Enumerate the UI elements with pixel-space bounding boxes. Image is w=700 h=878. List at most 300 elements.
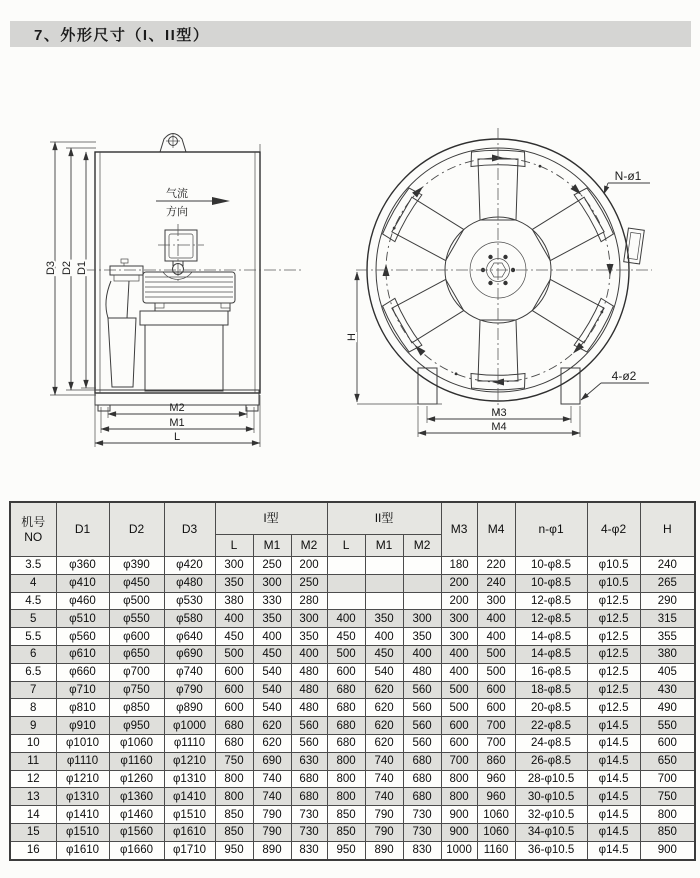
table-cell: 740 <box>365 788 403 806</box>
table-cell: 680 <box>327 734 365 752</box>
table-cell: φ510 <box>56 610 109 628</box>
table-cell: 500 <box>327 645 365 663</box>
table-cell: 900 <box>441 823 477 841</box>
table-cell: 540 <box>253 699 291 717</box>
table-cell: 36-φ10.5 <box>515 841 587 859</box>
row-no-cell: 15 <box>10 823 56 841</box>
table-cell: 500 <box>441 681 477 699</box>
table-cell: 30-φ10.5 <box>515 788 587 806</box>
table-cell: 480 <box>291 699 327 717</box>
table-row <box>10 823 695 841</box>
table-cell: φ1000 <box>164 717 215 735</box>
table-cell: φ14.5 <box>587 717 640 735</box>
header-type1-m2: M2 <box>291 535 327 557</box>
table-cell: 400 <box>477 610 515 628</box>
table-cell: φ14.5 <box>587 788 640 806</box>
motor <box>140 264 235 392</box>
header-type1-l: L <box>215 535 253 557</box>
table-cell: 400 <box>441 645 477 663</box>
table-cell: φ14.5 <box>587 752 640 770</box>
table-cell: 400 <box>327 610 365 628</box>
table-cell: 480 <box>291 663 327 681</box>
table-cell: 350 <box>365 610 403 628</box>
table-cell: φ14.5 <box>587 823 640 841</box>
table-row <box>10 592 695 610</box>
table-cell: 350 <box>291 628 327 646</box>
junction-box <box>158 224 204 284</box>
dimension-h <box>346 272 442 404</box>
row-no-cell: 13 <box>10 788 56 806</box>
table-cell: φ790 <box>164 681 215 699</box>
table-cell: 200 <box>291 557 327 575</box>
table-row <box>10 610 695 628</box>
table-cell: φ1310 <box>164 770 215 788</box>
table-cell: 240 <box>640 557 695 575</box>
table-cell: φ1310 <box>56 788 109 806</box>
table-cell: φ1660 <box>109 841 164 859</box>
table-cell: 700 <box>441 752 477 770</box>
row-no-cell: 16 <box>10 841 56 859</box>
table-cell: 350 <box>403 628 441 646</box>
section-title: 7、外形尺寸（I、II型） <box>34 26 210 44</box>
table-cell: 950 <box>215 841 253 859</box>
row-no-cell: 8 <box>10 699 56 717</box>
table-cell: 180 <box>441 557 477 575</box>
row-no-cell: 6 <box>10 645 56 663</box>
row-no-cell: 11 <box>10 752 56 770</box>
table-cell: 500 <box>477 663 515 681</box>
table-row <box>10 841 695 859</box>
table-cell: φ12.5 <box>587 592 640 610</box>
table-cell: 560 <box>403 717 441 735</box>
table-cell: φ12.5 <box>587 628 640 646</box>
dim-label-m4: M4 <box>491 421 507 433</box>
front-view-drawing <box>346 128 652 437</box>
table-cell: 790 <box>253 806 291 824</box>
table-cell: 560 <box>403 699 441 717</box>
table-cell: 850 <box>327 806 365 824</box>
table-cell: 730 <box>403 806 441 824</box>
table-cell: 850 <box>640 823 695 841</box>
table-cell: 730 <box>291 823 327 841</box>
row-no-cell: 6.5 <box>10 663 56 681</box>
table-cell: 540 <box>253 681 291 699</box>
table-cell: 300 <box>441 610 477 628</box>
table-cell: 730 <box>291 806 327 824</box>
table-cell: φ580 <box>164 610 215 628</box>
table-cell: 540 <box>253 663 291 681</box>
table-cell: φ10.5 <box>587 557 640 575</box>
table-cell: 800 <box>441 770 477 788</box>
header-d1: D1 <box>56 502 109 557</box>
table-cell: φ1360 <box>109 788 164 806</box>
dimensions-table <box>9 501 696 861</box>
table-cell: 300 <box>215 557 253 575</box>
airflow-text-2: 方向 <box>166 206 188 218</box>
table-cell: φ890 <box>164 699 215 717</box>
dimension-m2 <box>108 402 247 418</box>
table-cell: 790 <box>253 823 291 841</box>
table-cell: 1000 <box>441 841 477 859</box>
table-cell: 220 <box>477 557 515 575</box>
table-cell: 16-φ8.5 <box>515 663 587 681</box>
table-cell: φ14.5 <box>587 734 640 752</box>
table-cell: 400 <box>441 663 477 681</box>
table-cell <box>365 574 403 592</box>
table-cell: 560 <box>291 734 327 752</box>
dim-label-d3: D3 <box>45 260 57 276</box>
header-n-phi1: n-φ1 <box>515 502 587 557</box>
table-row <box>10 752 695 770</box>
table-cell: φ710 <box>56 681 109 699</box>
table-cell: φ530 <box>164 592 215 610</box>
table-cell: 200 <box>441 574 477 592</box>
table-cell: 450 <box>253 645 291 663</box>
table-cell: 490 <box>640 699 695 717</box>
table-cell: 850 <box>215 806 253 824</box>
table-cell: φ450 <box>109 574 164 592</box>
table-cell: 300 <box>291 610 327 628</box>
table-cell: φ550 <box>109 610 164 628</box>
row-no-cell: 9 <box>10 717 56 735</box>
table-cell: 680 <box>403 752 441 770</box>
table-cell: 430 <box>640 681 695 699</box>
table-cell: 740 <box>365 752 403 770</box>
table-cell: φ650 <box>109 645 164 663</box>
table-cell: φ1460 <box>109 806 164 824</box>
callout-label-n-hole: N-ø1 <box>614 169 642 183</box>
header-type2-m2: M2 <box>403 535 441 557</box>
table-cell: 10-φ8.5 <box>515 557 587 575</box>
table-cell: 750 <box>215 752 253 770</box>
table-cell: 800 <box>640 806 695 824</box>
table-cell: 740 <box>253 770 291 788</box>
table-cell: 34-φ10.5 <box>515 823 587 841</box>
table-cell: 28-φ10.5 <box>515 770 587 788</box>
table-cell: 280 <box>291 592 327 610</box>
callout-label-foot-hole: 4-ø2 <box>611 369 637 383</box>
table-cell: φ12.5 <box>587 699 640 717</box>
table-cell: 830 <box>291 841 327 859</box>
table-cell: 680 <box>327 681 365 699</box>
dim-label-m3: M3 <box>491 407 507 419</box>
row-no-cell: 10 <box>10 734 56 752</box>
table-cell: 400 <box>215 610 253 628</box>
support-bracket <box>106 259 143 387</box>
table-cell: φ360 <box>56 557 109 575</box>
header-type2: II型 <box>327 502 441 535</box>
table-cell: φ600 <box>109 628 164 646</box>
table-cell: 790 <box>365 823 403 841</box>
table-cell <box>327 557 365 575</box>
table-cell: 200 <box>441 592 477 610</box>
table-cell: 620 <box>365 734 403 752</box>
table-cell: 300 <box>403 610 441 628</box>
table-cell: φ1210 <box>164 752 215 770</box>
table-cell: 560 <box>403 681 441 699</box>
table-cell: 26-φ8.5 <box>515 752 587 770</box>
table-cell: φ420 <box>164 557 215 575</box>
table-cell: 480 <box>291 681 327 699</box>
table-cell: φ950 <box>109 717 164 735</box>
table-cell: φ460 <box>56 592 109 610</box>
table-cell: 650 <box>640 752 695 770</box>
dim-label-h: H <box>346 333 358 341</box>
table-row <box>10 663 695 681</box>
table-cell: φ810 <box>56 699 109 717</box>
table-cell: 14-φ8.5 <box>515 645 587 663</box>
header-no <box>10 502 56 557</box>
table-cell: 800 <box>327 770 365 788</box>
table-cell: 620 <box>365 699 403 717</box>
table-cell: 350 <box>215 574 253 592</box>
header-d3: D3 <box>164 502 215 557</box>
airflow-text-1: 气流 <box>166 188 188 200</box>
table-cell <box>327 592 365 610</box>
table-cell: 380 <box>215 592 253 610</box>
table-row <box>10 699 695 717</box>
dim-label-m1: M1 <box>169 417 185 429</box>
table-cell: φ1110 <box>164 734 215 752</box>
table-cell: 400 <box>477 628 515 646</box>
table-row <box>10 557 695 575</box>
table-cell: 600 <box>441 734 477 752</box>
table-cell: 250 <box>291 574 327 592</box>
dim-label-l: L <box>173 431 181 443</box>
table-row <box>10 770 695 788</box>
table-cell: 800 <box>327 788 365 806</box>
airflow-direction-label <box>156 186 230 218</box>
table-cell: 32-φ10.5 <box>515 806 587 824</box>
header-4-phi2: 4-φ2 <box>587 502 640 557</box>
table-cell: φ480 <box>164 574 215 592</box>
table-cell: 14-φ8.5 <box>515 628 587 646</box>
table-cell: 790 <box>365 806 403 824</box>
table-cell: 400 <box>253 628 291 646</box>
table-cell: 24-φ8.5 <box>515 734 587 752</box>
table-cell: 680 <box>215 717 253 735</box>
table-cell: 290 <box>640 592 695 610</box>
table-cell: 1060 <box>477 806 515 824</box>
row-no-cell: 5 <box>10 610 56 628</box>
table-cell: 22-φ8.5 <box>515 717 587 735</box>
table-cell: 380 <box>640 645 695 663</box>
table-cell: 1060 <box>477 823 515 841</box>
table-cell: φ1710 <box>164 841 215 859</box>
dimensions-table-body <box>10 557 695 860</box>
table-cell: 10-φ8.5 <box>515 574 587 592</box>
table-cell: 1160 <box>477 841 515 859</box>
table-cell: 600 <box>477 699 515 717</box>
table-cell: φ610 <box>56 645 109 663</box>
table-cell: 680 <box>215 734 253 752</box>
table-row <box>10 734 695 752</box>
table-row <box>10 574 695 592</box>
table-cell: 400 <box>291 645 327 663</box>
side-view-drawing <box>45 134 304 448</box>
table-cell: 680 <box>403 788 441 806</box>
table-cell: φ14.5 <box>587 806 640 824</box>
table-cell <box>365 557 403 575</box>
table-cell: 700 <box>477 717 515 735</box>
table-cell: 600 <box>215 663 253 681</box>
table-row <box>10 628 695 646</box>
callout-n-hole <box>604 169 650 194</box>
callout-foot-hole <box>581 369 649 400</box>
table-cell: 890 <box>365 841 403 859</box>
table-cell: φ1060 <box>109 734 164 752</box>
table-cell: 240 <box>477 574 515 592</box>
dim-label-d2: D2 <box>61 260 73 276</box>
table-cell: φ660 <box>56 663 109 681</box>
table-cell: 950 <box>327 841 365 859</box>
header-no-line2: NO <box>24 529 43 544</box>
table-cell: 800 <box>215 770 253 788</box>
table-cell: φ410 <box>56 574 109 592</box>
table-cell: 12-φ8.5 <box>515 592 587 610</box>
table-cell: φ560 <box>56 628 109 646</box>
table-cell: 830 <box>403 841 441 859</box>
table-cell: φ740 <box>164 663 215 681</box>
table-cell <box>403 592 441 610</box>
table-cell: 600 <box>327 663 365 681</box>
table-cell: φ1510 <box>164 806 215 824</box>
table-cell: 620 <box>365 681 403 699</box>
table-cell: 620 <box>253 734 291 752</box>
table-cell: 540 <box>365 663 403 681</box>
table-cell: 330 <box>253 592 291 610</box>
table-cell: 740 <box>365 770 403 788</box>
table-cell: φ690 <box>164 645 215 663</box>
table-cell: 680 <box>403 770 441 788</box>
table-cell: φ12.5 <box>587 610 640 628</box>
row-no-cell: 4.5 <box>10 592 56 610</box>
table-cell: 300 <box>477 592 515 610</box>
table-cell: φ390 <box>109 557 164 575</box>
table-cell: φ500 <box>109 592 164 610</box>
table-cell: 740 <box>253 788 291 806</box>
table-cell: 405 <box>640 663 695 681</box>
table-cell: φ750 <box>109 681 164 699</box>
table-cell: 600 <box>215 699 253 717</box>
table-cell <box>327 574 365 592</box>
airflow-arrow-icon <box>212 197 230 205</box>
table-cell: 250 <box>253 557 291 575</box>
table-cell: 18-φ8.5 <box>515 681 587 699</box>
table-cell: 500 <box>477 645 515 663</box>
table-cell: 550 <box>640 717 695 735</box>
table-cell: 450 <box>327 628 365 646</box>
table-cell: φ12.5 <box>587 663 640 681</box>
table-cell: 12-φ8.5 <box>515 610 587 628</box>
table-cell: φ1410 <box>164 788 215 806</box>
table-cell: φ1260 <box>109 770 164 788</box>
table-cell: φ12.5 <box>587 681 640 699</box>
header-type2-l: L <box>327 535 365 557</box>
table-row <box>10 717 695 735</box>
table-cell: φ700 <box>109 663 164 681</box>
table-cell: 730 <box>403 823 441 841</box>
table-cell: 20-φ8.5 <box>515 699 587 717</box>
row-no-cell: 12 <box>10 770 56 788</box>
table-cell: φ12.5 <box>587 645 640 663</box>
table-row <box>10 806 695 824</box>
table-cell: 960 <box>477 788 515 806</box>
dim-label-d1: D1 <box>76 260 88 276</box>
table-cell: 355 <box>640 628 695 646</box>
table-cell: 620 <box>365 717 403 735</box>
table-row <box>10 788 695 806</box>
table-cell: 700 <box>477 734 515 752</box>
table-cell: φ1160 <box>109 752 164 770</box>
table-cell: 500 <box>215 645 253 663</box>
table-cell: 680 <box>291 770 327 788</box>
lifting-lug-icon <box>160 134 186 153</box>
table-cell: 560 <box>403 734 441 752</box>
table-cell: 480 <box>403 663 441 681</box>
table-cell: 315 <box>640 610 695 628</box>
table-cell: 680 <box>291 788 327 806</box>
header-d2: D2 <box>109 502 164 557</box>
row-no-cell: 3.5 <box>10 557 56 575</box>
header-h: H <box>640 502 695 557</box>
table-cell: φ910 <box>56 717 109 735</box>
table-cell: φ10.5 <box>587 574 640 592</box>
row-no-cell: 5.5 <box>10 628 56 646</box>
table-cell: 600 <box>477 681 515 699</box>
table-cell: 960 <box>477 770 515 788</box>
table-cell: 690 <box>253 752 291 770</box>
table-cell: φ1610 <box>56 841 109 859</box>
table-cell: φ14.5 <box>587 841 640 859</box>
table-cell: φ1410 <box>56 806 109 824</box>
header-type2-m1: M1 <box>365 535 403 557</box>
table-cell: 350 <box>253 610 291 628</box>
table-cell <box>403 574 441 592</box>
table-cell: φ1610 <box>164 823 215 841</box>
table-cell: 300 <box>441 628 477 646</box>
table-cell: 900 <box>441 806 477 824</box>
row-no-cell: 4 <box>10 574 56 592</box>
table-cell: 600 <box>215 681 253 699</box>
table-cell <box>403 557 441 575</box>
table-cell: 265 <box>640 574 695 592</box>
header-m4: M4 <box>477 502 515 557</box>
table-cell: 900 <box>640 841 695 859</box>
table-cell: 620 <box>253 717 291 735</box>
table-cell: 800 <box>327 752 365 770</box>
table-cell: φ640 <box>164 628 215 646</box>
table-cell: 300 <box>253 574 291 592</box>
table-cell: 600 <box>441 717 477 735</box>
row-no-cell: 14 <box>10 806 56 824</box>
table-cell: 560 <box>291 717 327 735</box>
table-cell: 400 <box>365 628 403 646</box>
table-row <box>10 645 695 663</box>
header-m3: M3 <box>441 502 477 557</box>
table-cell: φ1210 <box>56 770 109 788</box>
table-cell: 680 <box>327 699 365 717</box>
table-cell: 450 <box>215 628 253 646</box>
fan-housing <box>95 144 260 393</box>
table-cell <box>365 592 403 610</box>
header-type1: I型 <box>215 502 327 535</box>
table-cell: 890 <box>253 841 291 859</box>
table-cell: 600 <box>640 734 695 752</box>
table-cell: φ1560 <box>109 823 164 841</box>
header-no-line1: 机号 <box>21 514 46 529</box>
table-cell: φ14.5 <box>587 770 640 788</box>
